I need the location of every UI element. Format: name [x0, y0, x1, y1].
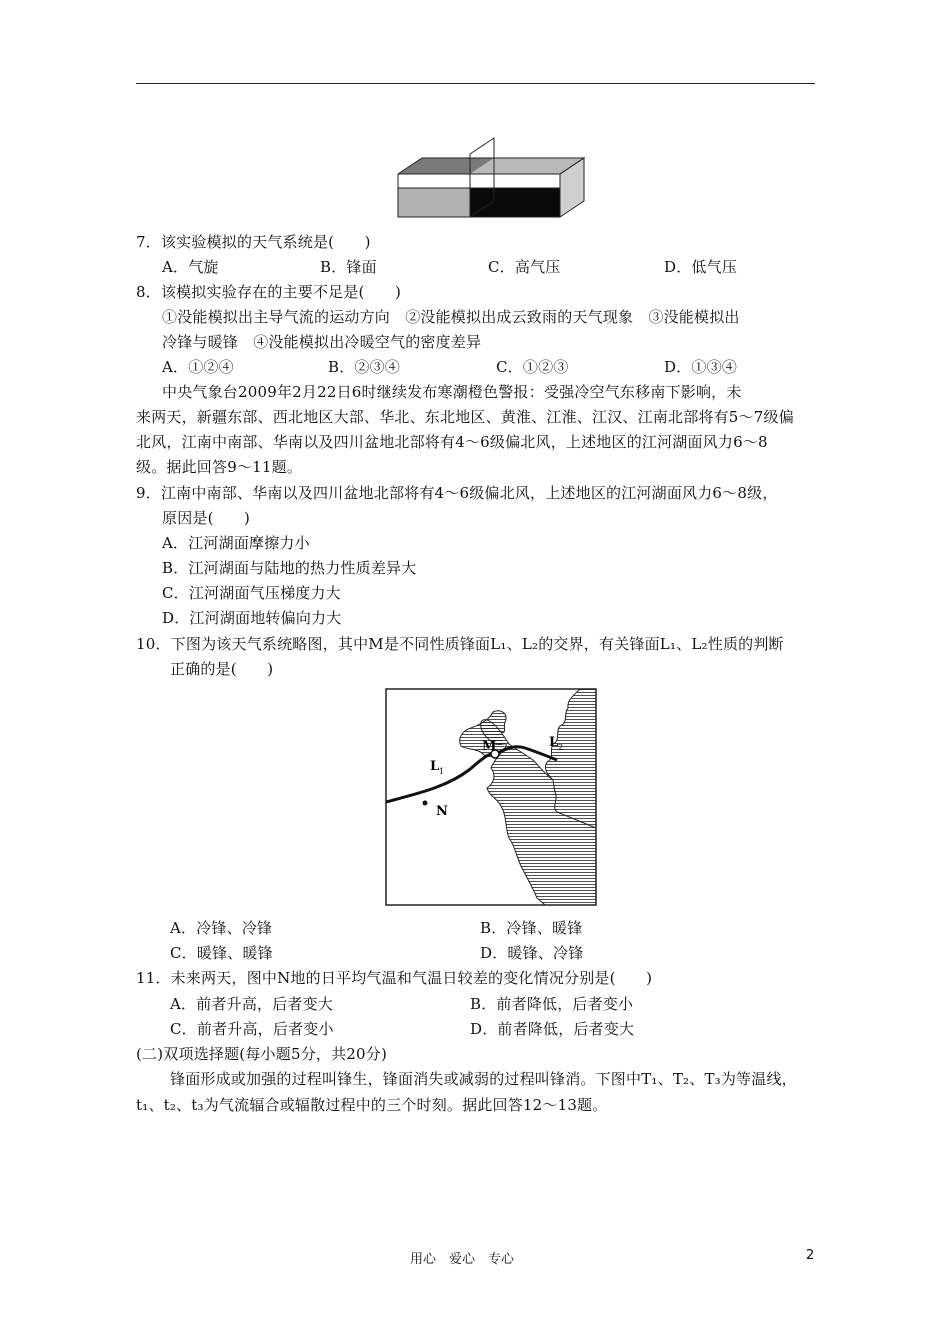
weather-system-map: [385, 688, 598, 908]
q7-option-c: C．高气压: [488, 258, 561, 276]
label-n: N: [436, 804, 448, 819]
q10-option-c: C．暖锋、暖锋: [170, 944, 273, 962]
q8-stem: 8．该模拟实验存在的主要不足是( ): [136, 283, 402, 301]
q10-stem-line1: 10．下图为该天气系统略图，其中M是不同性质锋面L₁、L₂的交界，有关锋面L₁、L₂性质的判断: [136, 635, 784, 653]
label-l2-sub: 2: [558, 743, 564, 752]
q10-option-a: A．冷锋、冷锋: [170, 919, 273, 937]
q8-option-c: C．①②③: [496, 358, 569, 376]
q11-option-c: C．前者升高，后者变小: [170, 1020, 334, 1038]
section2-passage-line1: 锋面形成或加强的过程叫锋生，锋面消失或减弱的过程叫锋消。下图中T₁、T₂、T₃为等温线，: [170, 1070, 797, 1088]
q9-option-c: C．江河湖面气压梯度力大: [162, 584, 341, 602]
section2-passage-line2: t₁、t₂、t₃为气流辐合或辐散过程中的三个时刻。据此回答12～13题。: [136, 1096, 608, 1114]
cold-air-front: [398, 188, 470, 217]
q8-statements-line1: ①没能模拟出主导气流的运动方向 ②没能模拟出成云致雨的天气现象 ③没能模拟出: [162, 308, 740, 326]
q11-option-b: B．前者降低，后者变小: [470, 995, 634, 1013]
q9-stem-line2: 原因是( ): [162, 509, 251, 527]
q9-option-d: D．江河湖面地转偏向力大: [162, 609, 342, 627]
q9-stem-line1: 9．江南中南部、华南以及四川盆地北部将有4～6级偏北风，上述地区的江河湖面风力6～8级，: [136, 484, 778, 502]
passage-line2: 来两天，新疆东部、西北地区大部、华北、东北地区、黄淮、江淮、江汉、江南北部将有5～7级偏: [136, 408, 794, 426]
section2-title: (二)双项选择题(每小题5分，共20分): [136, 1045, 388, 1063]
q11-option-d: D．前者降低，后者变大: [470, 1020, 635, 1038]
label-l1: L: [430, 759, 440, 774]
q8-option-b: B．②③④: [328, 358, 401, 376]
q9-option-a: A．江河湖面摩擦力小: [162, 534, 310, 552]
q7-option-b: B．锋面: [320, 258, 377, 276]
passage-line4: 级。据此回答9～11题。: [136, 458, 303, 476]
q7-stem: 7．该实验模拟的天气系统是( ): [136, 233, 371, 251]
q7-option-d: D．低气压: [664, 258, 738, 276]
label-l1-sub: 1: [439, 767, 445, 776]
q10-stem-line2: 正确的是( ): [170, 660, 274, 678]
page-number: 2: [806, 1248, 815, 1263]
experiment-tank-figure: [392, 125, 596, 221]
passage-line3: 北风，江南中南部、华南以及四川盆地北部将有4～6级偏北风，上述地区的江河湖面风力6～8: [136, 433, 768, 451]
warm-air-front: [470, 188, 560, 217]
q8-statements-line2: 冷锋与暖锋 ④没能模拟出冷暖空气的密度差异: [162, 333, 482, 351]
label-m: M: [482, 739, 497, 754]
q10-option-b: B．冷锋、暖锋: [480, 919, 583, 937]
q10-option-d: D．暖锋、冷锋: [480, 944, 584, 962]
q11-stem: 11．未来两天，图中N地的日平均气温和气温日较差的变化情况分别是( ): [136, 969, 653, 987]
q9-option-b: B．江河湖面与陆地的热力性质差异大: [162, 559, 417, 577]
label-l2: L: [549, 735, 559, 750]
q7-option-a: A．气旋: [162, 258, 219, 276]
passage-line1: 中央气象台2009年2月22日6时继续发布寒潮橙色警报：受强冷空气东移南下影响，未: [162, 383, 742, 401]
header-rule: [136, 83, 815, 84]
q11-option-a: A．前者升高，后者变大: [170, 995, 334, 1013]
q8-option-a: A．①②④: [162, 358, 234, 376]
footer-motto: 用心 爱心 专心: [410, 1252, 515, 1267]
point-n-marker: [423, 801, 428, 806]
q8-option-d: D．①③④: [664, 358, 738, 376]
